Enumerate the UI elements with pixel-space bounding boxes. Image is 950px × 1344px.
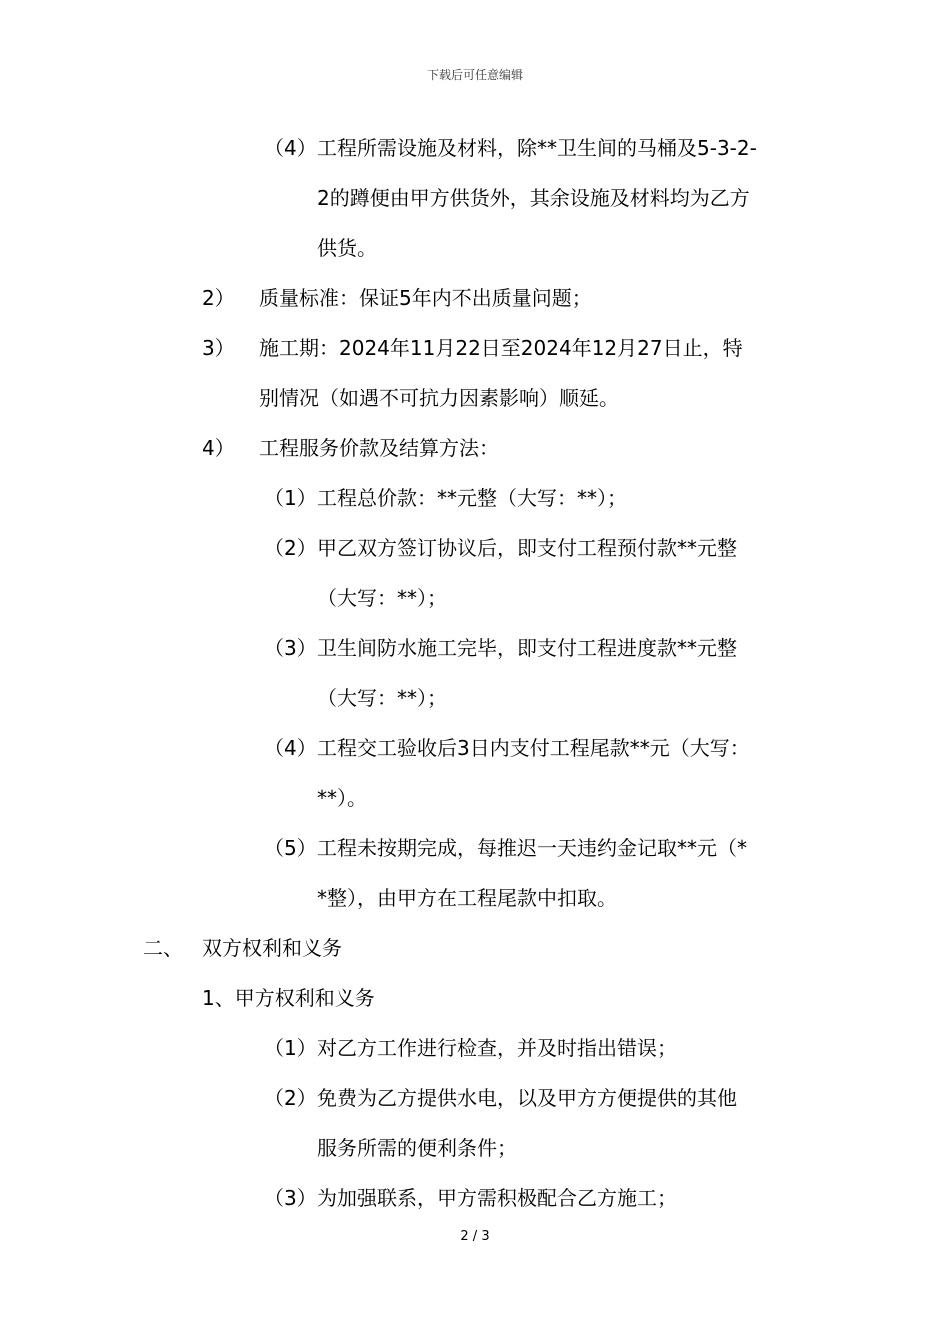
list-number: 4） [202, 436, 235, 460]
paragraph-line: 工程交工验收后3日内支付工程尾款**元（大写： [317, 736, 750, 760]
list-number: （4） [264, 136, 317, 160]
list-number: （3） [264, 636, 317, 660]
paragraph-line: 卫生间防水施工完毕，即支付工程进度款**元整 [317, 636, 737, 660]
page-header-note: 下载后可任意编辑 [426, 68, 523, 82]
paragraph-line: 工程所需设施及材料，除**卫生间的马桶及5-3-2- [317, 136, 757, 160]
paragraph-line: 免费为乙方提供水电，以及甲方方便提供的其他 [317, 1086, 737, 1110]
paragraph-line: （大写：**）； [317, 686, 447, 710]
paragraph-line: 甲乙双方签订协议后，即支付工程预付款**元整 [317, 536, 737, 560]
paragraph-line: *整），由甲方在工程尾款中扣取。 [317, 886, 617, 910]
list-number: （1） [264, 486, 317, 510]
list-number: （2） [264, 1086, 317, 1110]
paragraph-line: 质量标准：保证5年内不出质量问题； [259, 286, 592, 310]
list-number: （3） [264, 1186, 317, 1210]
paragraph-line: **）。 [317, 786, 367, 810]
paragraph-line: 为加强联系，甲方需积极配合乙方施工； [317, 1186, 677, 1210]
paragraph-line: 工程未按期完成，每推迟一天违约金记取**元（* [317, 836, 747, 860]
subsection-heading: 1、甲方权利和义务 [202, 986, 375, 1010]
paragraph-line: 施工期：2024年11月22日至2024年12月27日止，特 [259, 336, 743, 360]
list-number: （1） [264, 1036, 317, 1060]
list-number: （4） [264, 736, 317, 760]
paragraph-line: 供货。 [317, 236, 377, 260]
list-number: 3） [202, 336, 235, 360]
list-number: （2） [264, 536, 317, 560]
paragraph-line: 服务所需的便利条件； [317, 1136, 517, 1160]
section-number: 二、 [143, 936, 183, 960]
list-number: （5） [264, 836, 317, 860]
paragraph-line: 对乙方工作进行检查，并及时指出错误； [317, 1036, 677, 1060]
paragraph-line: （大写：**）； [317, 586, 447, 610]
paragraph-line: 别情况（如遇不可抗力因素影响）顺延。 [259, 386, 619, 410]
page-number: 2 / 3 [460, 1229, 490, 1244]
paragraph-line: 工程服务价款及结算方法： [259, 436, 499, 460]
paragraph-line: 工程总价款：**元整（大写：**）； [317, 486, 627, 510]
list-number: 2） [202, 286, 235, 310]
paragraph-line: 2的蹲便由甲方供货外，其余设施及材料均为乙方 [317, 186, 750, 210]
section-heading: 双方权利和义务 [202, 936, 342, 960]
